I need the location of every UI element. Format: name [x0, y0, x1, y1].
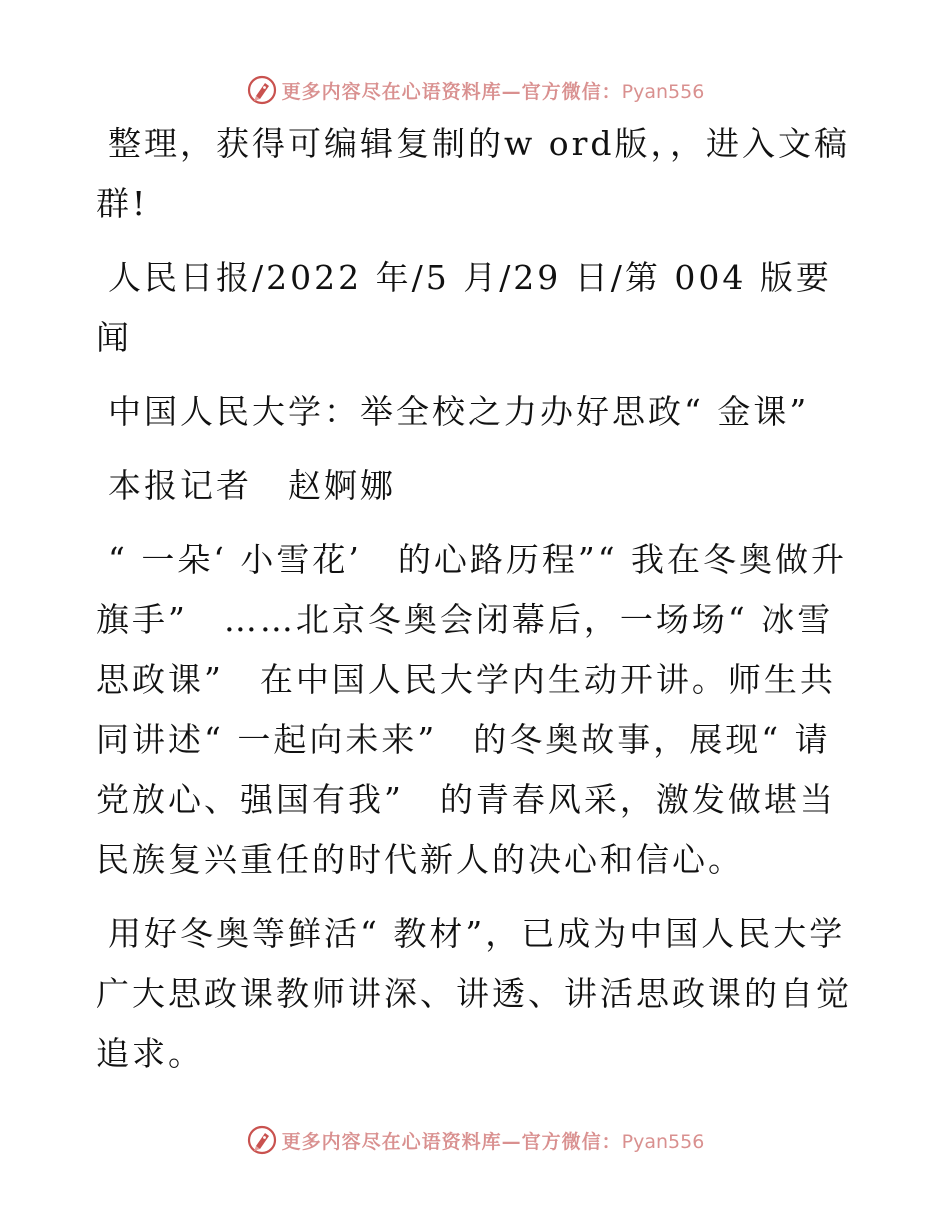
- body-paragraph: “ 一朵‘ 小雪花’ 的心路历程”“ 我在冬奥做升旗手” ……北京冬奥会闭幕后，一场场“ 冰雪思政课” 在中国人民大学内生动开讲。师生共同讲述“ 一起向未来” 的冬奥故事，展现“ 请党放心、强国有我” 的青春风采，激发做堪当民族复兴重任的时代新人的决心和信心。: [96, 540, 848, 879]
- article-title: 中国人民大学：举全校之力办好思政“ 金课”: [108, 392, 810, 431]
- watermark-wechat-id: Pyan556: [621, 80, 705, 103]
- footer-watermark: [0, 1122, 950, 1158]
- watermark-text: 更多内容尽在心语资料库—官方微信：: [281, 1130, 622, 1153]
- header-watermark: [0, 72, 950, 108]
- intro-paragraph: 整理，获得可编辑复制的w ord版，，进入文稿群!: [96, 124, 851, 223]
- watermark-text: 更多内容尽在心语资料库—官方微信：: [281, 80, 622, 103]
- source-line: 人民日报/2022 年/5 月/29 日/第 004 版要闻: [96, 258, 832, 357]
- pen-nib-icon: [246, 1124, 278, 1156]
- document-body: [96, 114, 856, 1084]
- byline: 本报记者 赵婀娜: [108, 466, 396, 505]
- body-paragraph: 用好冬奥等鲜活“ 教材”，已成为中国人民大学广大思政课教师讲深、讲透、讲活思政课的自觉追求。: [96, 914, 852, 1073]
- watermark-wechat-id: Pyan556: [621, 1130, 705, 1153]
- pen-nib-icon: [246, 74, 278, 106]
